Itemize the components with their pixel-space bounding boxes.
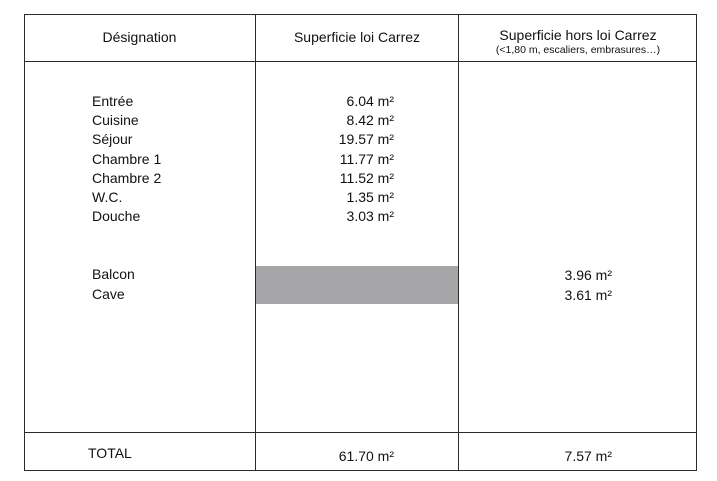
room-carrez-area: 19.57 m² [338,131,394,147]
room-carrez-area: 1.35 m² [346,189,394,205]
not-applicable-shading [256,266,458,304]
total-label: TOTAL [88,445,132,461]
header-carrez: Superficie loi Carrez [293,29,421,45]
header-hors-carrez: Superficie hors loi Carrez [499,27,657,43]
room-carrez-area: 6.04 m² [346,93,394,109]
room-label: Chambre 1 [92,151,162,167]
room-label: Séjour [92,131,133,147]
total-hors-carrez-area: 7.57 m² [564,448,612,464]
room-carrez-area: 11.52 m² [339,170,394,186]
annex-label: Cave [92,286,125,302]
room-carrez-area: 8.42 m² [346,112,394,128]
column-divider-1 [255,14,256,471]
room-label: Douche [92,208,141,224]
header-designation: Désignation [102,29,177,45]
header-divider [24,61,697,62]
annex-hors-carrez-area: 3.61 m² [564,287,612,303]
room-label: Cuisine [92,112,139,128]
annex-hors-carrez-area: 3.96 m² [564,267,612,283]
room-carrez-area: 3.03 m² [346,208,394,224]
surface-table [24,14,697,471]
column-divider-2 [458,14,459,471]
total-divider [24,432,697,433]
room-label: Entrée [92,93,134,109]
room-carrez-area: 11.77 m² [339,151,394,167]
header-hors-carrez-note: (<1,80 m, escaliers, embrasures…) [495,44,661,56]
room-label: W.C. [92,189,123,205]
room-label: Chambre 2 [92,170,162,186]
total-carrez-area: 61.70 m² [338,448,394,464]
annex-label: Balcon [92,266,135,282]
